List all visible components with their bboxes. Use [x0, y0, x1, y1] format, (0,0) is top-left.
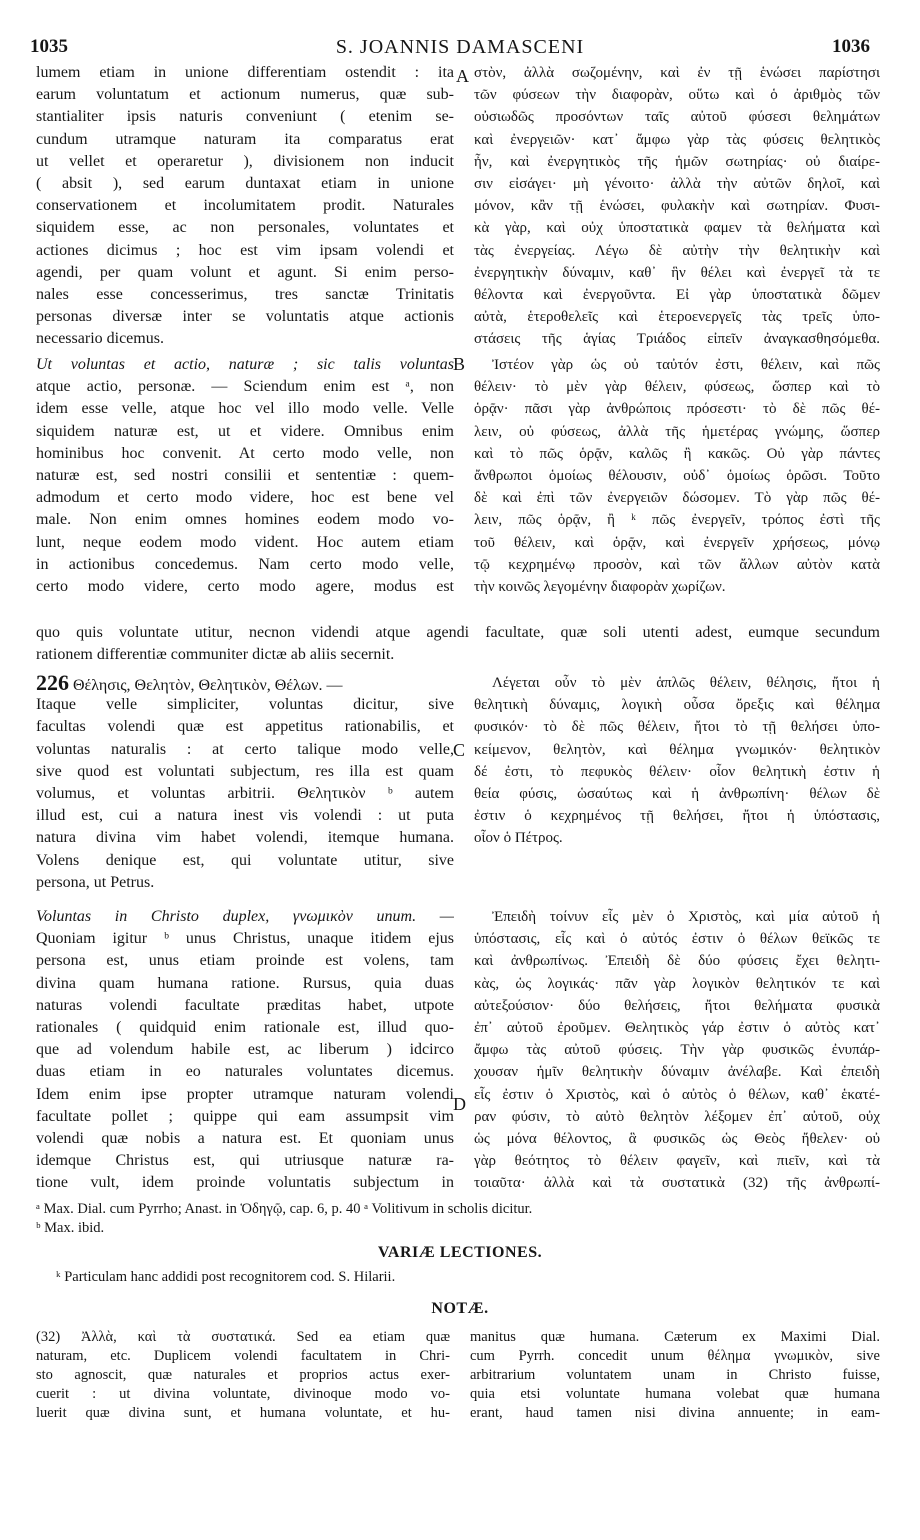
text-line: certo modo videre, certo modo agere, modus est: [36, 577, 454, 595]
note-line: naturam, etc. Duplicem volendi facultatem in Chri-: [36, 1348, 450, 1364]
greek-column-section-2: [474, 354, 880, 598]
text-line: conservationem et incolumitatem prodit. Naturales: [36, 197, 454, 215]
text-line: duas etiam in eo naturales voluntates dicemus.: [36, 1063, 454, 1081]
text-line: earum voluntatum et actionum numerus, quæ sub-: [36, 86, 454, 104]
text-line: τοιαῦτα· ἀλλὰ καὶ τὰ συστατικὰ (32) τῆς ἀνθρωπί-: [474, 1175, 880, 1192]
text-line: Ἐπειδὴ τοίνυν εἷς μὲν ὁ Χριστὸς, καὶ μία αὐτοῦ ἡ: [492, 909, 880, 925]
section-heading-line: [36, 672, 454, 694]
text-line: siquidem esse, ac non personales, voluntates et: [36, 219, 454, 237]
variae-lectiones-text: [56, 1268, 900, 1287]
text-line: ( absit ), sed earum duntaxat etiam in unione: [36, 174, 454, 192]
margin-letter-b: B: [453, 354, 466, 374]
text-line: atque actio, personæ. — Sciendum enim est ᵃ, non: [36, 378, 454, 396]
note-line: cuerit : ut divina voluntate, divinoque modo vo-: [36, 1386, 450, 1402]
text-line: ἦν, καὶ ἐνεργητικὸς τῆς ἡμῶν σωτηρίας· οὐ διαίρε-: [474, 153, 880, 170]
greek-column-section-3: [474, 672, 880, 872]
text-line: καὶ τὸ πῶς ὁρᾷν, καλῶς ἢ κακῶς. Οὐ γὰρ πάντες: [474, 445, 880, 462]
text-line: necessario dicemus.: [36, 330, 164, 348]
margin-letter-c: C: [453, 740, 466, 760]
text-line: αὐτεξούσιον· δύο θελήσεις, ἤτοι θελήματα φυσικὰ: [474, 997, 880, 1014]
text-line: οὐσιωδῶς προσόντων ταῖς αὐτοῦ φύσεσι θελημάτων: [474, 109, 880, 126]
text-line: ἄνθρωποι ὁμοίως θέλουσιν, οὐδ᾿ ὁμοίως ὁρῶσι. Τοῦτο: [474, 467, 880, 484]
text-line: Idem enim ipse propter utramque naturam volendi: [36, 1085, 454, 1103]
text-line: λειν, πῶς ὁρᾷν, ἢ ᵏ πῶς ἐνεργεῖν, τρόπος ἐστὶ τῆς: [474, 512, 880, 529]
text-line: Itaque velle simpliciter, voluntas dicitur, sive: [36, 696, 454, 714]
text-line: agendi, per quam volunt et agunt. Si enim perso-: [36, 263, 454, 281]
text-line: cundum utramque naturam ita comparatus erat: [36, 130, 454, 148]
text-line: κὰ γὰρ, καὶ οὐχ ὑποστατικὰ φαμεν τὰ θελήματα καὶ: [474, 220, 880, 237]
latin-column-section-1: [36, 62, 454, 350]
text-line: ὑπόστασις, εἷς καὶ ὁ αὐτός ἐστιν ὁ θέλων θεϊκῶς τε: [474, 931, 880, 948]
text-line: δὲ καὶ ἐπὶ τῶν ἐνεργειῶν δώσομεν. Τὸ γὰρ πῶς θέ-: [474, 490, 880, 507]
text-line: Ἰστέον γὰρ ὡς οὐ ταὐτόν ἐστι, θέλειν, καὶ πῶς: [492, 357, 880, 373]
text-line: naturas volendi facultate præditas habet, utpote: [36, 996, 454, 1014]
text-line: idemque Christus est, qui utriusque naturæ ra-: [36, 1152, 454, 1170]
section-number: 226: [36, 672, 69, 695]
text-line: divina quam humana ratione. Rursus, quia duas: [36, 974, 454, 992]
text-line: hominibus hoc convenit. At certo modo velle, non: [36, 444, 454, 462]
text-line: ἄμφω τὰς αὐτοῦ φύσεις. Τὴν γὰρ φυσικῶς ἐνυπάρ-: [474, 1042, 880, 1059]
note-line: luerit quæ divina sunt, et humana voluntate, et hu-: [36, 1405, 450, 1421]
footnote-line: ᵃ Max. Dial. cum Pyrrho; Anast. in Ὁδηγῷ, cap. 6, p. 40 ᵃ Volitivum in scholis dicitur.: [36, 1201, 533, 1217]
variant-reading-line: ᵏ Particulam hanc addidi post recognitorem cod. S. Hilarii.: [56, 1269, 396, 1285]
margin-letter-d: D: [453, 1094, 466, 1114]
text-line: in actionibus concedemus. Nam certo modo velle,: [36, 555, 454, 573]
section-heading-line: Voluntas in Christo duplex, γνωμικὸν unum. —: [36, 908, 454, 925]
text-line: στὸν, ἀλλὰ σωζομένην, καὶ ἐν τῇ ἑνώσει παρίστησι: [474, 65, 880, 81]
text-line: φυσικόν· τὸ δὲ πῶς θέλειν, ἤτοι τὸ τῇ θελήσει ὑπο-: [474, 719, 880, 736]
text-line: οἷον ὁ Πέτρος.: [474, 830, 563, 847]
text-line: volendi quæ nobis a natura est. Et quoniam unus: [36, 1129, 454, 1147]
variae-lectiones-heading: VARIÆ LECTIONES.: [377, 1244, 543, 1261]
text-line: rationem differentiæ communiter dictæ ab aliis secernit.: [36, 646, 395, 664]
text-line: Volens denique est, qui voluntate utitur, sive: [36, 851, 454, 869]
text-line: μόνον, κἂν τῇ ἑνώσει, φυλακὴν καὶ σωτηρίαν. Φυσι-: [474, 198, 880, 215]
notes-left-column: [36, 1328, 450, 1423]
text-line: θεία φύσις, ὡσαύτως καὶ ἡ ἀνθρωπίνη· θέλων δὲ: [474, 785, 880, 802]
text-line: rationales ( quidquid enim rationale est, illud quo-: [36, 1018, 454, 1036]
text-line: natura divina vim habet volendi, itemque humana.: [36, 829, 454, 847]
text-line: θέλοντα καὶ ἐνεργοῦντα. Εἰ γὰρ ὑποστατικὰ δῶμεν: [474, 286, 880, 303]
text-line: ἐστιν ὁ κεχρημένος τῇ θελήσει, ἤτοι ἡ ὑπόστασις,: [474, 808, 880, 825]
text-line: voluntas naturalis : at certo talique modo velle,: [36, 740, 454, 758]
text-line: τῶν φύσεων τὴν διαφορὰν, οὕτω καὶ ὁ ἀριθμὸς τῶν: [474, 87, 880, 104]
note-line: arbitrarium voluntatem unam in Christo fuisse,: [470, 1367, 880, 1383]
text-line: tione vult, idem proinde voluntatis subjectum in: [36, 1174, 454, 1192]
text-line: καὶ ἀνθρωπίνως. Ἐπειδὴ δὲ δύο φύσεις ἔχει θελητι-: [474, 953, 880, 970]
text-line: persona, ut Petrus.: [36, 873, 155, 891]
text-line: siquidem naturæ est, ut et videre. Omnibus enim: [36, 422, 454, 440]
text-line: que ad volendum habile est, ac liberum ) idcirco: [36, 1041, 454, 1059]
text-line: ἐνεργητικὴν δύναμιν, καθ᾿ ἣν θέλει καὶ ἐνεργεῖ τὰ τε: [474, 264, 880, 281]
text-line: facultas volendi quæ est appetitus rationabilis, et: [36, 718, 454, 736]
text-line: χουσαν ἡμῖν θελητικὴν δύναμιν ἀνέλαβε. Καὶ ἐπειδὴ: [474, 1064, 880, 1081]
text-line: nales esse concesserimus, tres sanctæ Trinitatis: [36, 285, 454, 303]
text-line: male. Non enim omnes homines eodem modo vo-: [36, 511, 454, 529]
text-line: volumus, et voluntas arbitrii. Θελητικὸν ᵇ autem: [36, 784, 454, 802]
text-line: ut vellet et operaretur ), divisionem non inducit: [36, 152, 454, 170]
text-line: [474, 850, 880, 872]
notes-right-column: [470, 1328, 880, 1423]
text-line: Λέγεται οὖν τὸ μὲν ἁπλῶς θέλειν, θέλησις, ἤτοι ἡ: [492, 675, 880, 691]
note-line: (32) Ἀλλὰ, καὶ τὰ συστατικά. Sed ea etiam quæ: [36, 1329, 450, 1345]
text-line: εἷς ἐστιν ὁ Χριστὸς, καὶ ὁ αὐτὸς ὁ θέλων, καθ᾿ ἑκατέ-: [474, 1086, 880, 1103]
text-line: personas diversæ inter se voluntatis atque actionis: [36, 308, 454, 326]
text-line: κείμενον, θελητὸν, καὶ θέλημα γνωμικόν· θελητικὸν: [474, 741, 880, 758]
text-line: σιν εἰσάγει· μὴ γένοιτο· ἀλλὰ τὴν αὐτῶν δηλοῖ, καὶ: [474, 175, 880, 192]
footnotes: [36, 1200, 880, 1238]
running-title: S. JOANNIS DAMASCENI: [335, 36, 585, 58]
text-line: λειν, οὐ φύσεως, ἀλλὰ τῆς ἡμετέρας γνώμης, ὥσπερ: [474, 423, 880, 440]
text-line: persona est, unus etiam proinde est volens, tam: [36, 952, 454, 970]
note-line: cum Pyrrh. concedit unum θέλημα γνωμικὸν, sive: [470, 1348, 880, 1364]
page-number-left: 1035: [30, 36, 68, 57]
text-line: stantialiter ipsis naturis conveniunt ( etenim se-: [36, 108, 454, 126]
note-line: manitus quæ humana. Cæterum ex Maximi Dial.: [470, 1329, 880, 1345]
text-line: Quoniam igitur ᵇ unus Christus, unaque itidem ejus: [36, 930, 454, 948]
note-line: quia etsi voluntate humana volebat quæ humana: [470, 1386, 880, 1402]
greek-column-section-1: [474, 62, 880, 350]
text-line: γὰρ θεότητος τὸ θέλειν φαγεῖν, καὶ πιεῖν, καὶ τὰ: [474, 1153, 880, 1170]
text-line: τῷ κεχρημένῳ προσὸν, καὶ τῶν ἄλλων αὐτὸν κατὰ: [474, 556, 880, 573]
text-line: lumem etiam in unione differentiam ostendit : ita: [36, 64, 454, 81]
text-line: ραν φύσιν, τὸ αὐτὸ θελητὸν λέξομεν ἐπ᾿ αὐτοῦ, οὐχ: [474, 1108, 880, 1125]
text-line: ὡς μόνα θέλοντος, ἃ φυσικῶς ὡς Θεὸς ἤθελεν· οὐ: [474, 1130, 880, 1147]
section-heading-terms: Θέλησις, Θελητὸν, Θελητικὸν, Θέλων. —: [73, 677, 343, 694]
page-number-right: 1036: [832, 36, 870, 57]
text-line: ὁρᾷν· πᾶσι γὰρ ἀνθρώποις πρόσεστι· τὸ δὲ πῶς θέ-: [474, 401, 880, 418]
text-line: lunt, neque eodem modo vident. Hoc autem etiam: [36, 533, 454, 551]
footnote-line: ᵇ Max. ibid.: [36, 1220, 105, 1236]
text-line: τὰς ἐνεργείας. Λέγω δὲ αὐτὴν τὴν θελητικὴν καὶ: [474, 242, 880, 259]
text-line: θέλειν· τὸ μὲν γὰρ θέλειν, φύσεως, ὥσπερ καὶ τὸ: [474, 379, 880, 396]
greek-column-section-4: [474, 906, 880, 1194]
text-line: sive quod est voluntati subjectum, res illa est quam: [36, 762, 454, 780]
text-line: idem esse velle, atque hoc vel illo modo velle. Velle: [36, 400, 454, 418]
note-line: erant, haud tamen nisi divina annuente; in eam-: [470, 1405, 880, 1421]
text-line: naturæ est, sed nostri consilii et sententiæ : quem-: [36, 466, 454, 484]
text-line: quo quis voluntate utitur, necnon videndi atque agendi facultate, quæ soli utenti adest, eumque secundum: [36, 624, 880, 641]
latin-column-section-3: [36, 672, 454, 894]
latin-column-section-2: [36, 354, 454, 598]
text-line: καὶ ἐνεργειῶν· κατ᾿ ἄμφω γὰρ τὰς φύσεις θελητικὸς: [474, 131, 880, 148]
text-line: θελητικὴ δύναμις, λογικὴ οὖσα ὄρεξις καὶ θέλημα: [474, 697, 880, 714]
text-line: στάσεις τῆς ἁγίας Τριάδος εἰπεῖν ἀναγκασθησόμεθα.: [474, 331, 880, 348]
section-heading-line: Ut voluntas et actio, naturæ ; sic talis voluntas: [36, 356, 454, 373]
note-line: sto agnoscit, quæ naturales et proprios actus exer-: [36, 1367, 450, 1383]
text-line: ἐπ᾿ αὐτοῦ ἐροῦμεν. Θελητικὸς γάρ ἐστιν ὁ αὐτὸς κατ᾿: [474, 1019, 880, 1036]
text-line: facultate pollet ; quippe qui eam assumpsit vim: [36, 1107, 454, 1125]
margin-letter-a: A: [456, 66, 469, 86]
text-line: τὴν κοινῶς λεγομένην διαφορὰν χωρίζων.: [474, 578, 726, 595]
full-width-continuation: [36, 622, 880, 666]
text-line: κὰς, ὡς λογικάς· πᾶν γὰρ λογικὸν θελητικόν τε καὶ: [474, 975, 880, 992]
text-line: τοῦ θέλειν, καὶ ὁρᾷν, καὶ ἐνεργεῖν χρήσεως, μόνῳ: [474, 534, 880, 551]
text-line: illud est, cui a natura inest vis volendi : ut puta: [36, 807, 454, 825]
text-line: δέ ἐστι, τὸ πεφυκὸς θέλειν· οἷον θελητικὴ ἐστιν ἡ: [474, 763, 880, 780]
latin-column-section-4: [36, 906, 454, 1194]
text-line: αὐτὰ, ἑτεροθελεῖς καὶ ἑτεροενεργεῖς τὰς τρεῖς ὑπο-: [474, 309, 880, 326]
text-line: admodum et certo modo videre, hoc est bene vel: [36, 489, 454, 507]
notae-heading: NOTÆ.: [431, 1300, 489, 1317]
text-line: actiones dicimus ; hoc est vim ipsam volendi et: [36, 241, 454, 259]
